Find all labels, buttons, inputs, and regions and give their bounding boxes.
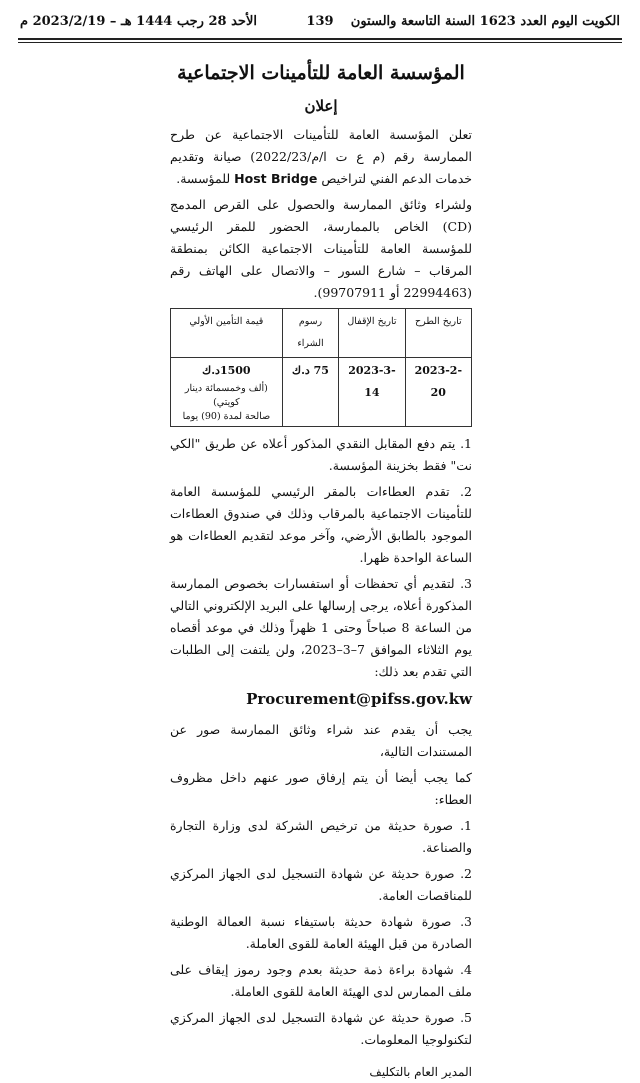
page-header bbox=[20, 14, 620, 36]
guarantee-note: (ألف وخمسمائة دينار كويتي) bbox=[184, 383, 268, 408]
fees-table bbox=[170, 308, 472, 427]
table-header: رسوم الشراء bbox=[282, 309, 339, 358]
issue-date: الأحد 28 رجب 1444 هـ – 2023/2/19 م bbox=[20, 14, 257, 29]
doc-item: 5. صورة حديثة عن شهادة التسجيل لدى الجهاز المركزي لتكنولوجيا المعلومات. bbox=[170, 1010, 472, 1047]
page-number: 139 bbox=[306, 14, 334, 29]
guarantee-value: 1500د.ك bbox=[202, 364, 251, 377]
announcement bbox=[170, 52, 472, 1083]
product-name: Host Bridge bbox=[234, 171, 318, 186]
intro-text: تعلن المؤسسة العامة للتأمينات الاجتماعية عن طرح الممارسة رقم (م ع ت ا/م/2022/23) صيانة وتقديم خدمات الدعم الفني لتراخيص bbox=[170, 127, 472, 186]
table-header: تاريخ الإقفال bbox=[339, 309, 405, 358]
intro-text-end: للمؤسسة. bbox=[176, 171, 231, 186]
header-rule bbox=[18, 38, 622, 40]
email-address: Procurement@pifss.gov.kw bbox=[246, 690, 472, 708]
announcement-title: المؤسسة العامة للتأمينات الاجتماعية bbox=[177, 62, 465, 84]
table-header: تاريخ الطرح bbox=[405, 309, 471, 358]
table-cell: 75 د.ك bbox=[282, 358, 339, 427]
docs-intro-2: كما يجب أيضا أن يتم إرفاق صور عنهم داخل مظروف العطاء: bbox=[170, 770, 472, 807]
table-header: قيمة التأمين الأولي bbox=[171, 309, 283, 358]
doc-item: 4. شهادة براءة ذمة حديثة بعدم وجود رموز إيقاف على ملف الممارس لدى الهيئة العامة للقوى العاملة. bbox=[170, 962, 472, 999]
purchase-paragraph: ولشراء وثائق الممارسة والحصول على القرص المدمج (CD) الخاص بالممارسة، الحضور للمقر الرئيسي للمؤسسة العامة للتأمينات الاجتماعية الكائن بمنطقة المرقاب – شارع السور – والاتصال على الهاتف رقم (22994463 أو 99707911). bbox=[170, 197, 472, 300]
table-cell: 2023-3-14 bbox=[339, 358, 405, 427]
table-cell: 2023-2-20 bbox=[405, 358, 471, 427]
header-rule-thin bbox=[18, 42, 622, 43]
doc-item: 1. صورة حديثة من ترخيص الشركة لدى وزارة التجارة والصناعة. bbox=[170, 818, 472, 855]
issue-info: الكويت اليوم العدد 1623 السنة التاسعة والستون bbox=[350, 14, 620, 29]
table-cell bbox=[171, 358, 283, 427]
doc-item: 2. صورة حديثة عن شهادة التسجيل لدى الجهاز المركزي للمناقصات العامة. bbox=[170, 866, 472, 903]
announcement-subtitle: إعلان bbox=[304, 97, 338, 115]
list-item: 2. تقدم العطاءات بالمقر الرئيسي للمؤسسة العامة للتأمينات الاجتماعية بالمرقاب وذلك في صندوق العطاءات الموجود بالطابق الأرضي، وآخر موعد لتقديم العطاءات هو الساعة الواحدة ظهرا. bbox=[170, 484, 472, 565]
guarantee-validity: صالحة لمدة (90) يوما bbox=[182, 411, 271, 422]
signature: المدير العام بالتكليف bbox=[369, 1065, 472, 1079]
list-item: 1. يتم دفع المقابل النقدي المذكور أعلاه عن طريق "الكي نت" فقط بخزينة المؤسسة. bbox=[170, 436, 472, 473]
list-item: 3. لتقديم أي تحفظات أو استفسارات بخصوص الممارسة المذكورة أعلاه، يرجى إرسالها على البريد الإلكتروني التالي من الساعة 8 صباحاً وحتى 1 ظهراً وذلك في موعد أقصاه يوم الثلاثاء الموافق 7–3–2023، ولن يلتفت إلى الطلبات التي تقدم بعد ذلك: bbox=[170, 576, 473, 679]
doc-item: 3. صورة شهادة حديثة باستيفاء نسبة العمالة الوطنية الصادرة من قبل الهيئة العامة للقوى العاملة. bbox=[170, 914, 472, 951]
intro-paragraph bbox=[170, 124, 472, 190]
docs-intro: يجب أن يقدم عند شراء وثائق الممارسة صور عن المستندات التالية، bbox=[170, 722, 472, 759]
